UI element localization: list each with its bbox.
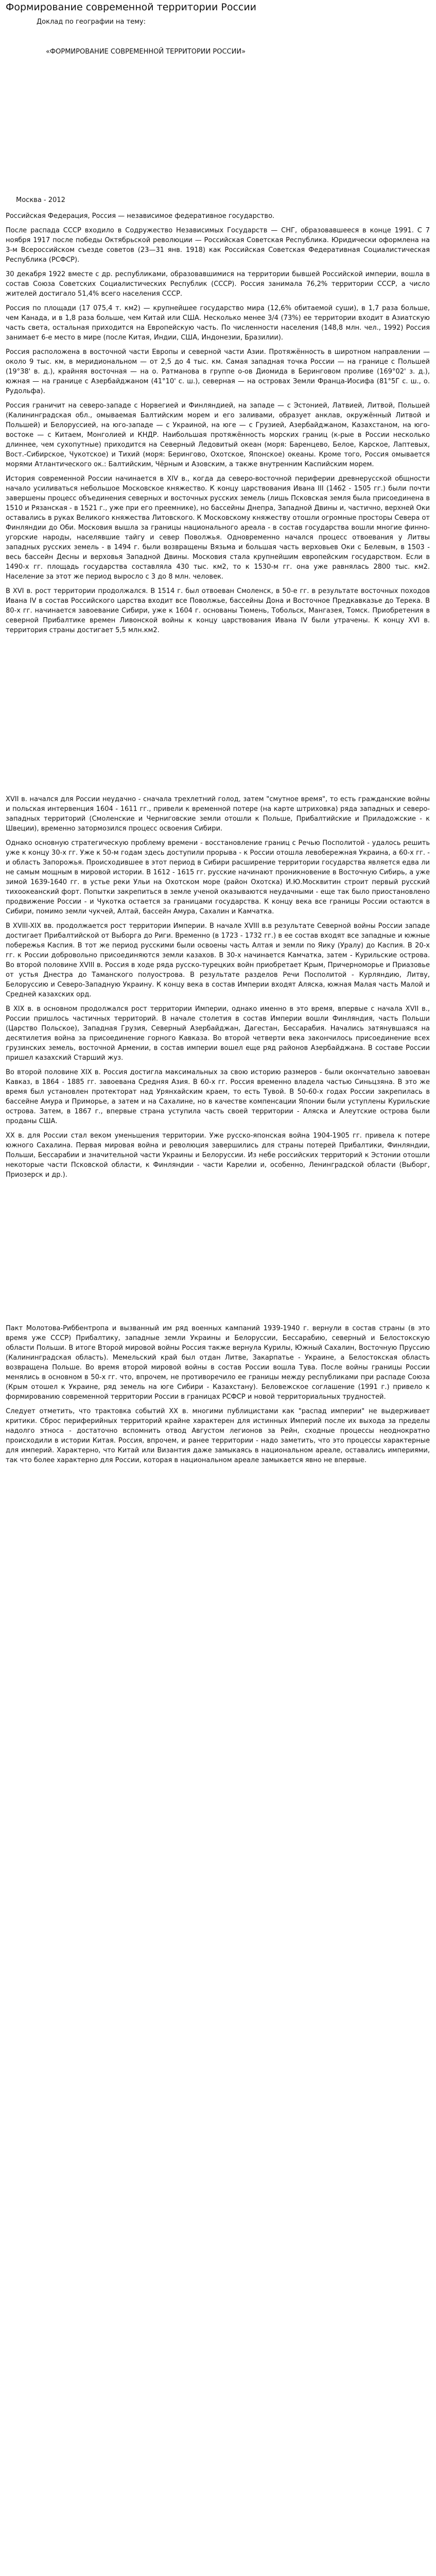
paragraph: Российская Федерация, Россия — независимое федеративное государство. (6, 212, 275, 220)
paragraph: История современной России начинается в XIV в., когда да северо-восточной периферии древнерусской общности начало усиливаться небольшое Московское княжество. К концу царствования Ивана III (1462 - 1505 гг.) были почти завершены процесс объединения северных и восточных русских земель (лишь Псковская земля была присоединена в 1510 и Рязанская - в 1521 г., уже при его преемнике), но бассейны Днепра, Западной Двины и, частично, верхней Оки оставались в руках Великого княжества Литовского. К Московскому княжеству отошли огромные просторы Севера от Финляндии до Оби. Московия вышла за границы национального ареала - в состав государства вошли многие финно-угорские народы, населявшие тайгу и север Поволжья. Одновременно начался процесс отвоевания у Литвы западных русских земель - в 1494 г. были возвращены Вязьма и большая часть верховьев Оки с Белевым, в 1503 - весь бассейн Десны и верховья Западной Двины. Московия стала крупнейшим европейским государством. Если в 1490-х гг. площадь государства составляла 430 тыс. км2, то к 1530-м гг. она уже равнялась 2800 тыс. км2. Население за этот же период выросло с 3 до 8 млн. человек. (6, 475, 430, 581)
paragraph: Россия по площади (17 075,4 т. км2) — крупнейшее государство мира (12,6% обитаемой суши), в 1,7 раза больше, чем Канада, и в 1,8 раза больше, чем Китай или США. Несколько менее 3/4 (73%) ее территории входит в Азиатскую часть света, остальная приходится на Европейскую часть. По численности населения (148,8 млн. чел., 1992) Россия занимает 6-е место в мире (после Китая, Индии, США, Индонезии, Бразилии). (6, 304, 430, 342)
paragraph: Однако основную стратегическую проблему времени - восстановление границ с Речью Посполитой - удалось решить уже к концу 30-х гг. Уже к 50-м годам здесь доступили прорыва - к России отошла левобережная Украина, а 60-х гг. - и область Запорожья. Происходившее в этот период в Сибири расширение территории государства является едва ли не самым мощным в мировой истории. В 1612 - 1615 гг. русские начинают проникновение в Восточную Сибирь, а уже зимой 1639-1640 гг. в устье реки Ульи на Охотском море (район Охотска) И.Ю.Москвитин строит первый русский тихоокеанский форт. Попытки закрепиться в земле ученой оказываются неудачными - еще так было приостановлено продвижение России - и Чукотка остается за границами государства. К концу века все границы России остаются в Сибири, помимо земли чукчей, Алтай, бассейн Амура, Сахалин и Камчатка. (6, 839, 430, 916)
paragraph: В XIX в. в основном продолжался рост территории Империи, однако именно в это время, впервые с начала XVII в., России пришлось частичных территорий. В начале столетия в состав Империи вошли Финляндия, часть Польши (Царство Польское), Западная Грузия, Северный Азербайджан, Дагестан, Бессарабия. Начались затянувшаяся на десятилетия война за присоединение горного Кавказа. Во второй четверти века закончилось присоединение всех грузинских земель, восточной Армении, в состав империи вошел еще ряд районов Азербайджана. В составе России пришел казахский Старший жуз. (6, 1005, 430, 1062)
image-placeholder (6, 1184, 430, 1324)
paragraph: Пакт Молотова-Риббентропа и вызванный им ряд военных кампаний 1939-1940 г. вернули в состав страны (в это время уже СССР) Прибалтику, западные земли Украины и Белоруссии, Бессарабию, северный и Белостокскую области Польши. В итоге Второй мировой войны Россия также вернула Курилы, Южный Сахалин, Восточную Пруссию (Калининградская область). Мемельский край был отдан Литве, Закарпатье - Украине, а Белостокская область возвращена Польше. Во время второй мировой войны в состав России вошла Тува. После войны границы России менялись в основном в 50-х гг. что, впрочем, не противоречило ее границы между республиками при распаде Союза (Крым отошел к Украине, ряд земель на юге Сибири - Казахстану). Беловежское соглашение (1991 г.) привело к формированию современной территории России в границах РСФСР и новой территориальных трудностей. (6, 1325, 430, 1401)
paragraph: XVII в. начался для России неудачно - сначала трехлетний голод, затем "смутное время", то есть гражданские войны и польская интервенция 1604 - 1611 гг., привели к временной потере (на карте штриховка) ряда западных и северо-западных территорий (Смоленские и Черниговские земли отошли к Польше, Прибалтийские и Приладожские - к Швеции), временно затормозился процесс освоения Сибири. (6, 795, 430, 833)
paragraph: Россия расположена в восточной части Европы и северной части Азии. Протяжённость в широтном направлении — около 9 тыс. км, в меридиональном — от 2,5 до 4 тыс. км. Самая западная точка России — на границе с Польшей (19°38' в. д.), крайняя восточная — на о. Ратманова в группе о-ов Диомида в Беринговом проливе (169°02' з. д.), южная — на границе с Азербайджаном (41°10' с. ш.), северная — на островах Земли Франца-Иосифа (81°5Г с. ш., о. Рудольфа). (6, 348, 430, 395)
paragraph: Россия граничит на северо-западе с Норвегией и Финляндией, на западе — с Эстонией, Латвией, Литвой, Польшей (Калининградская обл., омываемая Балтийским морем и его заливами, образует анклав, окружённый Литвой и Польшей) и Белоруссией, на юго-западе — с Украиной, на юге — с Грузией, Азербайджаном, Казахстаном, на юго-востоке — с Китаем, Монголией и КНДР. Наибольшая протяжённость морских границ (к-рые в России несколько длиннее, чем сухопутные) приходится на Северный Ледовитый океан (моря: Баренцево, Белое, Карское, Лаптевых, Вост.-Сибирское, Чукотское) и Тихий (моря: Берингово, Охотское, Японское) океаны. Кроме того, Россия омывается морями Атлантического ок.: Балтийским, Чёрным и Азовским, а также внутренним Каспийским морем. (6, 402, 430, 468)
report-heading: «ФОРМИРОВАНИЕ СОВРЕМЕННОЙ ТЕРРИТОРИИ РОССИИ» (46, 48, 246, 56)
paragraph: ХХ в. для России стал веком уменьшения территории. Уже русско-японская война 1904-1905 гг. привела к потере южного Сахалина. Первая мировая война и революция завершились для страны потерей Прибалтики, Финляндии, Польши, Бессарабии и значительной части Украины и Белоруссии. Из небе российских территорий к Эстонии отошли некоторые части Псковской области, к Финляндии - части Карелии и, особенно, Ленинградской области (Выборг, Приозерск и др.). (6, 1132, 430, 1179)
blank-space (6, 57, 430, 196)
document-page (6, 0, 430, 1470)
paragraph: После распада СССР входило в Содружество Независимых Государств — СНГ, образовавшееся в конце 1991. С 7 ноября 1917 после победы Октябрьской революции — Российская Советская Республика. Юридически оформлена на 3-м Всероссийском съезде советов (23—31 янв. 1918) как Российская Советская Федеративная Социалистическая Республика (РСФСР). (6, 227, 430, 264)
paragraph: Следует отметить, что трактовка событий XX в. многими публицистами как "распад империи" не выдерживает критики. Сброс периферийных территорий крайне характерен для истинных Империй после их выхода за пределы надолго этноса - достаточно вспомнить отвод Августом легионов за Рейн, сходные процессы неоднократно происходили в истории Китая. Россия, впрочем, и ранее территории - надо заметить, что это процессы характерные для империй. Характерно, что Китай или Византия даже замыкаясь в национальном ареале, оставались империями, так что более характерно для России, которая в национальном ареале замыкается явно не впервые. (6, 1408, 430, 1464)
paragraph: 30 декабря 1922 вместе с др. республиками, образовавшимися на территории бывшей Российской империи, вошла в состав Союза Советских Социалистических Республик (СССР). Россия занимала 76,2% территории СССР, а число жителей достигало 51,4% всего населения СССР. (6, 270, 430, 298)
place-year: Москва - 2012 (16, 196, 65, 204)
paragraph: В XVIII-XIX вв. продолжается рост территории Империи. В начале XVIII в.в результате Северной войны России западе достигает Прибалтийской от Выборга до Риги. Временно (в 1723 - 1732 гг.) в ее состав входят все западные и южные побережья Каспия. В тот же период русскими были освоены часть Алтая и земли по Яику (Уралу) до Каспия. В 20-х гг. к России добровольно присоединяются земли казахов. В 30-х начинается Камчатка, затем - Курильские острова. Во второй половине XVIII в. Россия в ходе ряда русско-турецких войн приобретает Крым, Причерноморье и Приазовье от устья Днестра до Таманского полуострова. В результате разделов Речи Посполитой - Курляндию, Литву, Белоруссию и Северо-Западную Украину. К концу века в состав Империи входят Аляска, южная Малая часть Малой и Средней казахских орд. (6, 922, 430, 998)
paragraph: В XVI в. рост территории продолжался. В 1514 г. был отвоеван Смоленск, в 50-е гг. в результате восточных походов Ивана IV в состав Российского царства входит все Поволжье, бассейны Дона и Восточное Предкавказье до Терека. В 80-х гг. начинается завоевание Сибири, уже к 1604 г. основаны Тюмень, Тобольск, Мангазея, Томск. Приобретения в северной Прибалтике времен Ливонской войны к концу царствования Ивана IV были утрачены. К концу XVI в. территория страны достигает 5,5 млн.км2. (6, 587, 430, 634)
page-title: Формирование современной территории России (6, 2, 257, 13)
paragraph: Во второй половине XIX в. Россия достигла максимальных за свою историю размеров - были окончательно завоеван Кавказ, в 1864 - 1885 гг. завоевана Средняя Азия. В 60-х гг. Россия временно владела частью Синьцзяна. В это же время был установлен протекторат над Урянхайским краем, то есть Тувой. В 50-60-х годах России закрепилась в бассейне Амура и Приморье, а затем и на Сахалине, но в качестве компенсации Японии были уступлены Курильские острова. Затем, в 1867 г., впервые страна уступила часть своей территории - Аляска и Алеутские острова были проданы США. (6, 1069, 430, 1125)
image-placeholder (6, 640, 430, 794)
report-subtitle: Доклад по географии на тему: (37, 18, 146, 26)
